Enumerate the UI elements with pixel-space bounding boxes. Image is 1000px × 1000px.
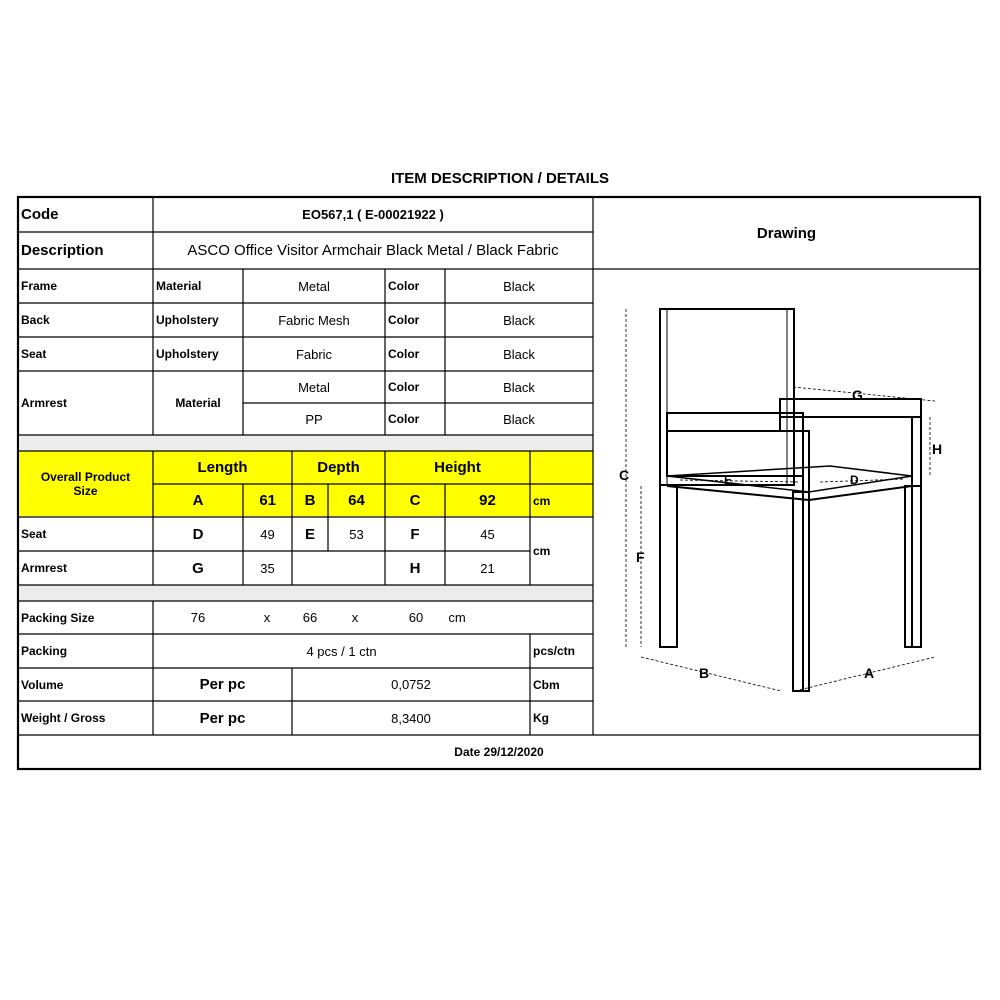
seat-armrest-unit: cm: [533, 544, 551, 558]
chair-left-armrest: [667, 413, 803, 431]
dim-g-letter: G: [192, 559, 204, 577]
drawing-letter-c: C: [619, 467, 630, 483]
drawing-label: Drawing: [756, 224, 817, 242]
volume-value: 0,0752: [391, 677, 431, 692]
packing-length: 76: [190, 610, 206, 625]
dim-b-letter: B: [304, 492, 316, 509]
back-attr: Upholstery: [156, 313, 219, 327]
packing-unit: cm: [448, 610, 466, 625]
depth-header: Depth: [317, 459, 360, 476]
packing-label: Packing: [21, 644, 68, 658]
volume-per: Per pc: [199, 676, 246, 693]
dim-c-letter: C: [409, 492, 421, 509]
drawing-letter-e: E: [724, 473, 733, 487]
dim-h-value: 21: [480, 560, 495, 576]
armrest-color-2: Black: [503, 411, 535, 427]
dim-f-value: 45: [480, 526, 495, 542]
weight-unit: Kg: [533, 711, 549, 725]
packing-x-2: x: [351, 610, 359, 625]
packing-width: 66: [302, 610, 318, 625]
weight-value: 8,3400: [391, 710, 431, 726]
code-value: EO567,1 ( E-00021922 ): [302, 207, 444, 222]
height-header: Height: [434, 459, 481, 476]
packing-unit-label: pcs/ctn: [533, 644, 576, 658]
armrest-material-2: PP: [305, 411, 323, 427]
seat-color-label: Color: [388, 347, 420, 361]
description-value: ASCO Office Visitor Armchair Black Metal / Black Fabric: [187, 242, 559, 259]
seat-upholstery: Fabric: [295, 346, 333, 362]
frame-attr: Material: [156, 279, 202, 293]
back-upholstery: Fabric Mesh: [278, 312, 350, 328]
chair-backrest: [660, 309, 794, 485]
back-color-label: Color: [388, 313, 420, 327]
packing-size-label: Packing Size: [21, 610, 95, 625]
dim-g-value: 35: [260, 560, 275, 576]
back-label: Back: [21, 313, 50, 327]
armrest-label: Armrest: [21, 396, 68, 410]
code-label: Code: [21, 206, 59, 223]
volume-label: Volume: [21, 677, 64, 692]
chair-seat: [667, 466, 912, 492]
dim-b-value: 64: [348, 492, 365, 509]
seat-attr: Upholstery: [156, 347, 219, 361]
armrest-color-label-2: Color: [388, 412, 420, 426]
frame-color-label: Color: [388, 279, 420, 293]
chair-right-armrest: [780, 399, 921, 417]
seat-color: Black: [503, 346, 535, 362]
frame-material: Metal: [298, 278, 330, 294]
drawing-letter-d: D: [850, 473, 859, 487]
drawing-letter-f: F: [636, 549, 645, 565]
armrest-attr: Material: [175, 396, 221, 410]
overall-size-label: Overall Product Size: [40, 470, 131, 498]
armrest-material-1: Metal: [298, 379, 330, 395]
seat-dims-label: Seat: [21, 527, 47, 541]
packing-value: 4 pcs / 1 ctn: [306, 643, 377, 659]
packing-height: 60: [408, 610, 424, 625]
volume-unit: Cbm: [533, 677, 560, 692]
armrest-color-1: Black: [503, 379, 535, 395]
dim-h-letter: H: [409, 559, 421, 577]
description-label: Description: [21, 242, 104, 259]
length-header: Length: [197, 459, 248, 476]
packing-x-1: x: [263, 610, 271, 625]
drawing-letter-g: G: [852, 387, 863, 403]
back-color: Black: [503, 312, 535, 328]
dim-c-value: 92: [479, 492, 496, 509]
dim-d-value: 49: [260, 526, 275, 542]
dim-a-letter: A: [192, 492, 204, 509]
page-title: ITEM DESCRIPTION / DETAILS: [390, 170, 610, 187]
armrest-color-label-1: Color: [388, 380, 420, 394]
dim-d-letter: D: [192, 525, 204, 543]
frame-color: Black: [503, 278, 535, 294]
weight-per: Per pc: [199, 709, 246, 727]
dim-e-value: 53: [349, 526, 364, 542]
drawing-letter-a: A: [864, 665, 875, 681]
seat-label: Seat: [21, 347, 47, 361]
drawing-letter-h: H: [932, 441, 943, 457]
armrest-dims-label: Armrest: [21, 561, 68, 575]
weight-label: Weight / Gross: [21, 711, 106, 725]
dim-a-value: 61: [259, 492, 276, 509]
frame-label: Frame: [21, 279, 58, 293]
chair-leg: [660, 485, 677, 647]
dim-e-letter: E: [304, 525, 315, 543]
drawing-letter-b: B: [699, 665, 710, 681]
dim-f-letter: F: [410, 525, 420, 543]
date-label: Date 29/12/2020: [454, 745, 544, 759]
overall-unit: cm: [533, 493, 551, 508]
